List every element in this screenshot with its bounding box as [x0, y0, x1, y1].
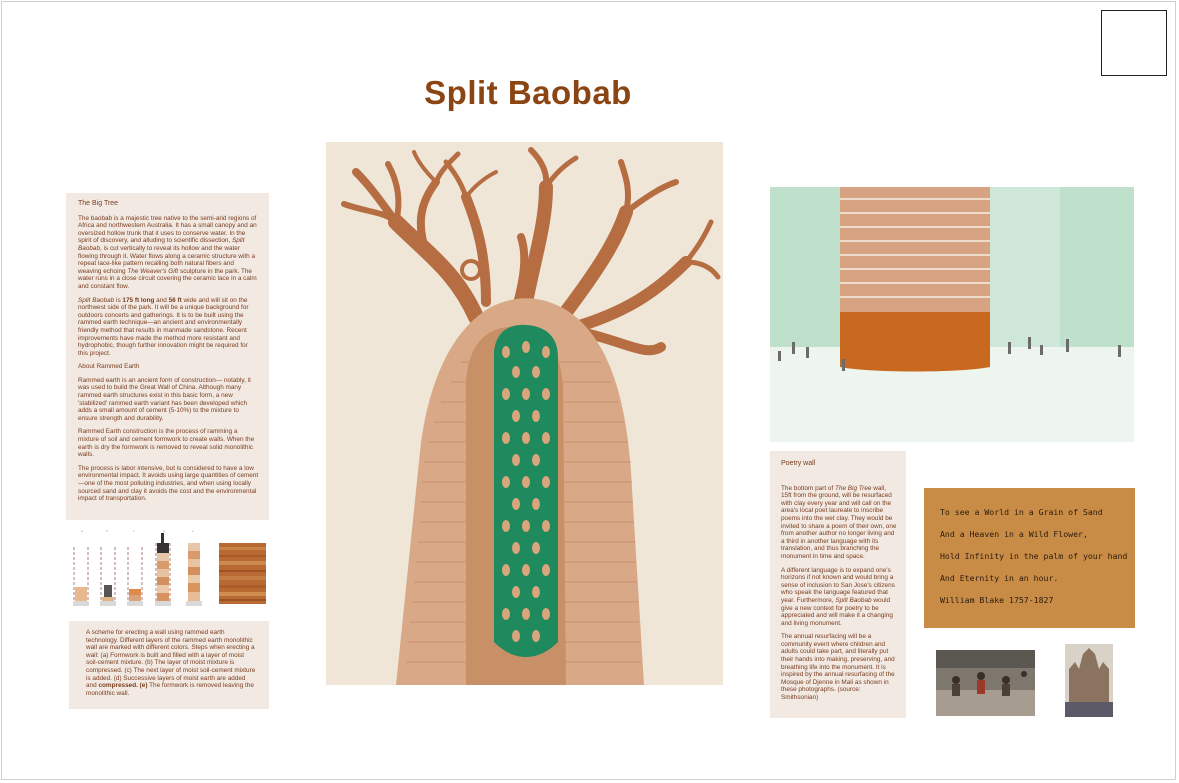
wall-upper [840, 187, 990, 312]
text-bold: 175 ft long [122, 296, 155, 304]
schematic-step-c [127, 547, 143, 606]
schematic-caption [69, 621, 269, 709]
text-italic: The Big Tree [835, 484, 872, 492]
rammed-earth-schematic [66, 527, 212, 615]
poetry-paragraph-3: The annual resurfacing will be a community event where children and adults could take part, and literally put their hands into making, preserving, and breathing life into the monument. It is inspired by the annual resurfacing of the Mosque of Djenne in Mali as shown in these photographs. (source: Smithsonian) [781, 633, 895, 702]
big-tree-paragraph-2 [78, 297, 259, 358]
poem-line-3: Hold Infinity in the palm of your hand [940, 551, 1128, 561]
clay-poem-image [924, 488, 1135, 628]
rammed-earth-heading: About Rammed Earth [78, 363, 140, 371]
poem-line-2: And a Heaven in a Wild Flower, [940, 529, 1088, 539]
poetry-wall-panel [770, 451, 906, 718]
schematic-step-e [186, 543, 202, 606]
text: A different language is to expand one's horizons if not known and would bring a sense of inclusion to San Jose's citizens who speak the language featured that year. Furthermore, [781, 566, 895, 604]
poem-line-1: To see a World in a Grain of Sand [940, 507, 1103, 517]
schematic-label-a: a [81, 529, 83, 533]
text: , is cut vertically to reveal its hollow and the water flowing through it. Water flows along a ceramic structure with a repeat lace-like pattern recalling both natural fibers and weaving echoing [78, 244, 255, 275]
text: sculpture in the park. The water runs in a close circuit covering the ceramic lace in a calm and constant flow. [78, 267, 257, 290]
big-tree-heading: The Big Tree [78, 200, 119, 207]
schematic-label-c: c [133, 529, 135, 533]
text: and [154, 296, 169, 304]
schematic-label-e: e [192, 529, 194, 533]
mosque-resurfacing-photo [936, 650, 1035, 716]
big-tree-panel [66, 193, 269, 520]
schematic-step-a [73, 547, 89, 606]
text-italic: Split Baobab [78, 237, 245, 252]
text: A scheme for erecting a wall using rammed earth technology. Different layers of the rammed earth monolithic wall are marked with different colors. Steps when erecting a wall: (a) Formwork is built and filled with a layer of moist soil-cement mixture. (b) The layer of moist mixture is compressed. (c) The next layer of moist soil-cement mixture is added. (d) Successive layers of moist earth are added and [86, 629, 256, 690]
page-title: Split Baobab [424, 74, 632, 111]
big-tree-paragraph-4: Rammed Earth construction is the process of ramming a mixture of soil and cement formwork to create walls. When the earth is dry the formwork is removed to reveal solid monolithic walls. [78, 428, 255, 459]
text: wall, 15ft from the ground, will be resurfaced with clay every year and will call on the area's local poet laureate to inscribe poems into the wet clay. They would be invited to share a poem of their own, one from another author no longer living and a third in another language with its translation, and thus branching the monument in time and space. [781, 484, 897, 560]
corner-box [1101, 10, 1167, 76]
big-tree-paragraph-1 [78, 215, 259, 291]
text: The formwork is removed leaving the monolithic wall. [86, 682, 254, 697]
text-italic: The Weaver's Gift [127, 267, 179, 275]
poem-line-5: William Blake 1757-1827 [940, 595, 1054, 605]
text-bold: 56 ft [168, 296, 182, 304]
text: would give a new context for poetry to be appreciated and will make it a changing and living monument. [781, 596, 893, 627]
poetry-paragraph-2 [781, 567, 898, 628]
schematic-label-b: b [106, 529, 108, 533]
text: The bottom part of [781, 484, 835, 492]
text-bold: compressed. (e) [98, 682, 148, 690]
big-tree-paragraph-3: Rammed earth is an ancient form of construction— notably, it was used to build the Great Wall of China. Although many rammed earth structures exist in this basic form, a new 'stabilized' rammed earth variant has been developed which adds a small amount of cement (5-10%) to the mixture to ensure strength and durability. [78, 376, 251, 422]
mosque-of-djenne-photo [1065, 644, 1113, 717]
schematic-step-b [100, 547, 116, 606]
text: wide and will sit on the northwest side of the park. It will be a unique background for outdoors concerts and gatherings. It is to be built using the rammed earth technique—an ancient and environmentally friendly method that results in manmade sandstone. Recent improvements have made the method more resistant and hydrophobic, though further innovation might be required for this project. [78, 296, 249, 357]
rammed-earth-texture-swatch [219, 543, 266, 604]
poem-line-4: And Eternity in an hour. [940, 573, 1059, 583]
text-italic: Split Baobab [78, 296, 115, 304]
ceramic-lace [494, 325, 558, 657]
big-tree-paragraph-5: The process is labor intensive, but is considered to have a low environmental impact. It avoids using large quantities of cement—one of the most polluting industries, and when using locally sourced sand and clay it avoids the cost and the environmental impact of transportation. [78, 464, 259, 503]
split-baobab-watercolor [326, 142, 723, 685]
schematic-step-d [155, 533, 171, 606]
text: The baobab is a majestic tree native to the semi-arid regions of Africa and northwestern Australia. It has a small canopy and an oversized hollow trunk that it uses to conserve water. In the spirit of discovery, and alluding to scientific dissection, [78, 214, 257, 245]
text-italic: Split Baobab [835, 596, 872, 604]
text: is [114, 296, 123, 304]
schematic-label-d: d [163, 529, 165, 533]
poetry-heading: Poetry wall [781, 460, 816, 467]
branch-knot [462, 261, 480, 279]
poetry-paragraph-1 [781, 485, 898, 561]
wall-poetry-band [840, 312, 990, 372]
wall-scene-watercolor [770, 187, 1134, 442]
